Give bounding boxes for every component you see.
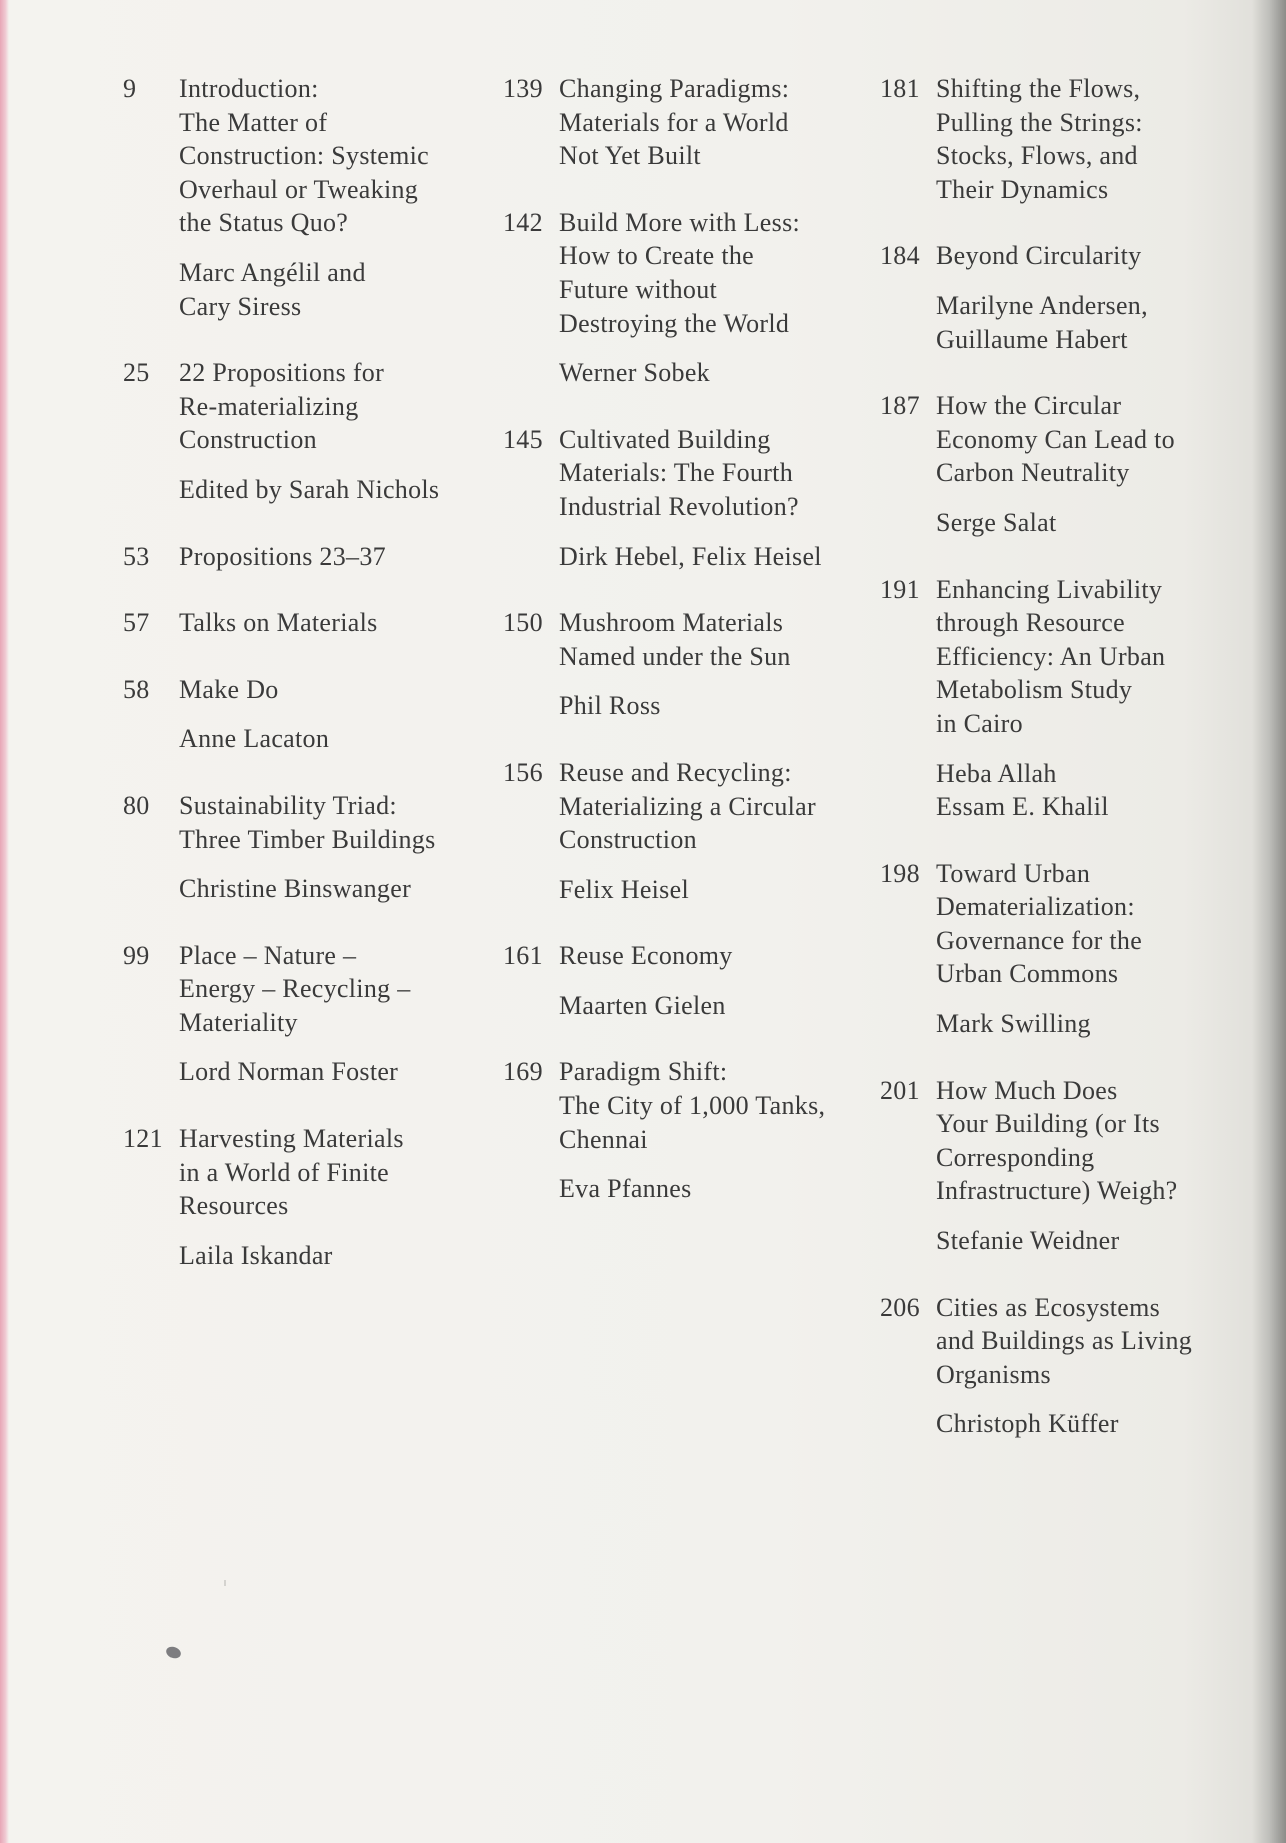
chapter-title: Enhancing Livability through Resource Efficiency: An Urban Metabolism Study in Cairo — [936, 574, 1166, 738]
page-number: 9 — [123, 74, 137, 103]
toc-entry-heading — [123, 606, 483, 640]
toc-entry — [123, 540, 483, 574]
chapter-author: Christoph Küffer — [936, 1409, 1119, 1439]
chapter-author: Maarten Gielen — [559, 990, 726, 1020]
toc-entry — [880, 573, 1255, 824]
chapter-author: Christine Binswanger — [179, 874, 412, 904]
chapter-author: Marilyne Andersen, Guillaume Habert — [936, 290, 1148, 354]
toc-entry-heading — [123, 1122, 483, 1223]
toc-entry — [880, 857, 1255, 1041]
page-number: 184 — [880, 241, 920, 271]
chapter-title: How Much Does Your Building (or Its Corresponding Infrastructure) Weigh? — [936, 1075, 1178, 1206]
page-number: 80 — [123, 790, 150, 820]
page-number: 53 — [123, 541, 150, 571]
toc-entry — [123, 606, 483, 640]
chapter-author: Heba Allah Essam E. Khalil — [936, 758, 1109, 822]
toc-entry-heading — [503, 1055, 875, 1156]
chapter-title: How the Circular Economy Can Lead to Carbon Neutrality — [936, 391, 1175, 488]
page-number: 206 — [880, 1292, 920, 1322]
chapter-title: Beyond Circularity — [936, 241, 1142, 271]
toc-entry-heading — [123, 939, 483, 1040]
chapter-author: Werner Sobek — [559, 358, 710, 388]
toc-entry-heading — [503, 606, 875, 673]
chapter-author: Eva Pfannes — [559, 1174, 692, 1204]
toc-entry — [123, 72, 483, 323]
toc-entry — [503, 606, 875, 723]
toc-entry-heading — [503, 72, 875, 173]
chapter-author: Lord Norman Foster — [179, 1057, 399, 1087]
chapter-title: Toward Urban Dematerialization: Governance for the Urban Commons — [936, 858, 1143, 989]
toc-entry — [123, 939, 483, 1089]
chapter-title: Introduction: The Matter of Construction: Systemic Overhaul or Tweaking the Status Quo? — [179, 74, 429, 238]
chapter-title: Reuse and Recycling: Materializing a Circular Construction — [559, 757, 816, 855]
chapter-author: Felix Heisel — [559, 874, 689, 904]
chapter-author: Serge Salat — [936, 507, 1057, 537]
toc-entry — [880, 72, 1255, 206]
toc-entry — [503, 756, 875, 906]
toc-entry — [503, 939, 875, 1022]
chapter-title: Mushroom Materials Named under the Sun — [559, 608, 791, 671]
page-number: 25 — [123, 358, 150, 388]
toc-entry-heading — [123, 789, 483, 856]
toc-entry — [880, 239, 1255, 356]
chapter-title: Cultivated Building Materials: The Fourth Industrial Revolution? — [559, 424, 799, 521]
chapter-title: Paradigm Shift: The City of 1,000 Tanks, Chennai — [559, 1057, 826, 1154]
chapter-title: Propositions 23–37 — [179, 541, 386, 571]
toc-column-2 — [503, 72, 875, 1239]
page-number: 57 — [123, 608, 150, 638]
toc-entry-heading — [880, 573, 1255, 741]
toc-entry-heading — [123, 72, 483, 240]
page-number: 191 — [880, 574, 920, 604]
toc-entry — [503, 1055, 875, 1205]
toc-entry-heading — [880, 239, 1255, 273]
toc-entry-heading — [880, 1074, 1255, 1208]
toc-entry-heading — [123, 540, 483, 574]
chapter-author: Stefanie Weidner — [936, 1226, 1120, 1256]
chapter-title: Changing Paradigms: Materials for a World Not Yet Built — [559, 74, 790, 171]
page-number: 187 — [880, 391, 920, 421]
toc-entry — [503, 72, 875, 173]
chapter-author: Phil Ross — [559, 691, 661, 721]
chapter-title: Make Do — [179, 674, 279, 704]
page-number: 145 — [503, 424, 543, 454]
chapter-title: Place – Nature – Energy – Recycling – Materiality — [179, 940, 411, 1037]
toc-entry — [880, 1291, 1255, 1441]
chapter-title: Build More with Less: How to Create the Future without Destroying the World — [559, 207, 801, 338]
chapter-author: Anne Lacaton — [179, 724, 330, 754]
toc-column-1 — [123, 72, 483, 1305]
toc-entry-heading — [880, 857, 1255, 991]
page-number: 139 — [503, 74, 543, 103]
chapter-author: Dirk Hebel, Felix Heisel — [559, 541, 822, 571]
toc-entry-heading — [880, 72, 1255, 206]
page-number: 169 — [503, 1057, 543, 1087]
page-number: 99 — [123, 940, 150, 970]
page-number: 58 — [123, 674, 150, 704]
toc-column-3 — [880, 72, 1255, 1474]
chapter-title: Talks on Materials — [179, 608, 378, 638]
chapter-title: Cities as Ecosystems and Buildings as Living Organisms — [936, 1292, 1193, 1389]
toc-entry-heading — [123, 673, 483, 707]
page-number: 201 — [880, 1075, 920, 1105]
page-number: 156 — [503, 757, 543, 787]
toc-entry-heading — [503, 756, 875, 857]
toc-entry-heading — [880, 1291, 1255, 1392]
toc-entry-heading — [503, 423, 875, 524]
toc-entry-heading — [880, 389, 1255, 490]
toc-entry — [503, 423, 875, 573]
page-number: 121 — [123, 1124, 163, 1154]
chapter-title: Shifting the Flows, Pulling the Strings: Stocks, Flows, and Their Dynamics — [936, 74, 1143, 204]
pink-page-edge — [0, 0, 9, 1843]
paper-mark — [224, 1580, 226, 1586]
page-number: 181 — [880, 74, 920, 103]
chapter-author: Marc Angélil and Cary Siress — [179, 257, 366, 321]
toc-entry — [123, 1122, 483, 1272]
page-number: 198 — [880, 858, 920, 888]
chapter-author: Laila Iskandar — [179, 1240, 333, 1270]
page-number: 150 — [503, 608, 543, 638]
chapter-title: 22 Propositions for Re-materializing Construction — [179, 358, 385, 455]
toc-entry — [880, 1074, 1255, 1258]
toc-entry-heading — [503, 206, 875, 340]
page-number: 142 — [503, 207, 543, 237]
page-number: 161 — [503, 941, 543, 971]
chapter-author: Edited by Sarah Nichols — [179, 474, 440, 504]
toc-entry-heading — [503, 939, 875, 973]
chapter-title: Reuse Economy — [559, 941, 733, 971]
ink-smudge — [165, 1645, 183, 1660]
toc-entry — [503, 206, 875, 390]
toc-entry — [880, 389, 1255, 539]
toc-entry — [123, 789, 483, 906]
toc-entry — [123, 673, 483, 756]
binding-shadow — [1252, 0, 1286, 1843]
chapter-author: Mark Swilling — [936, 1009, 1091, 1039]
chapter-title: Sustainability Triad: Three Timber Buildings — [179, 790, 436, 854]
toc-entry-heading — [123, 356, 483, 457]
toc-entry — [123, 356, 483, 506]
chapter-title: Harvesting Materials in a World of Finite Resources — [179, 1124, 404, 1221]
